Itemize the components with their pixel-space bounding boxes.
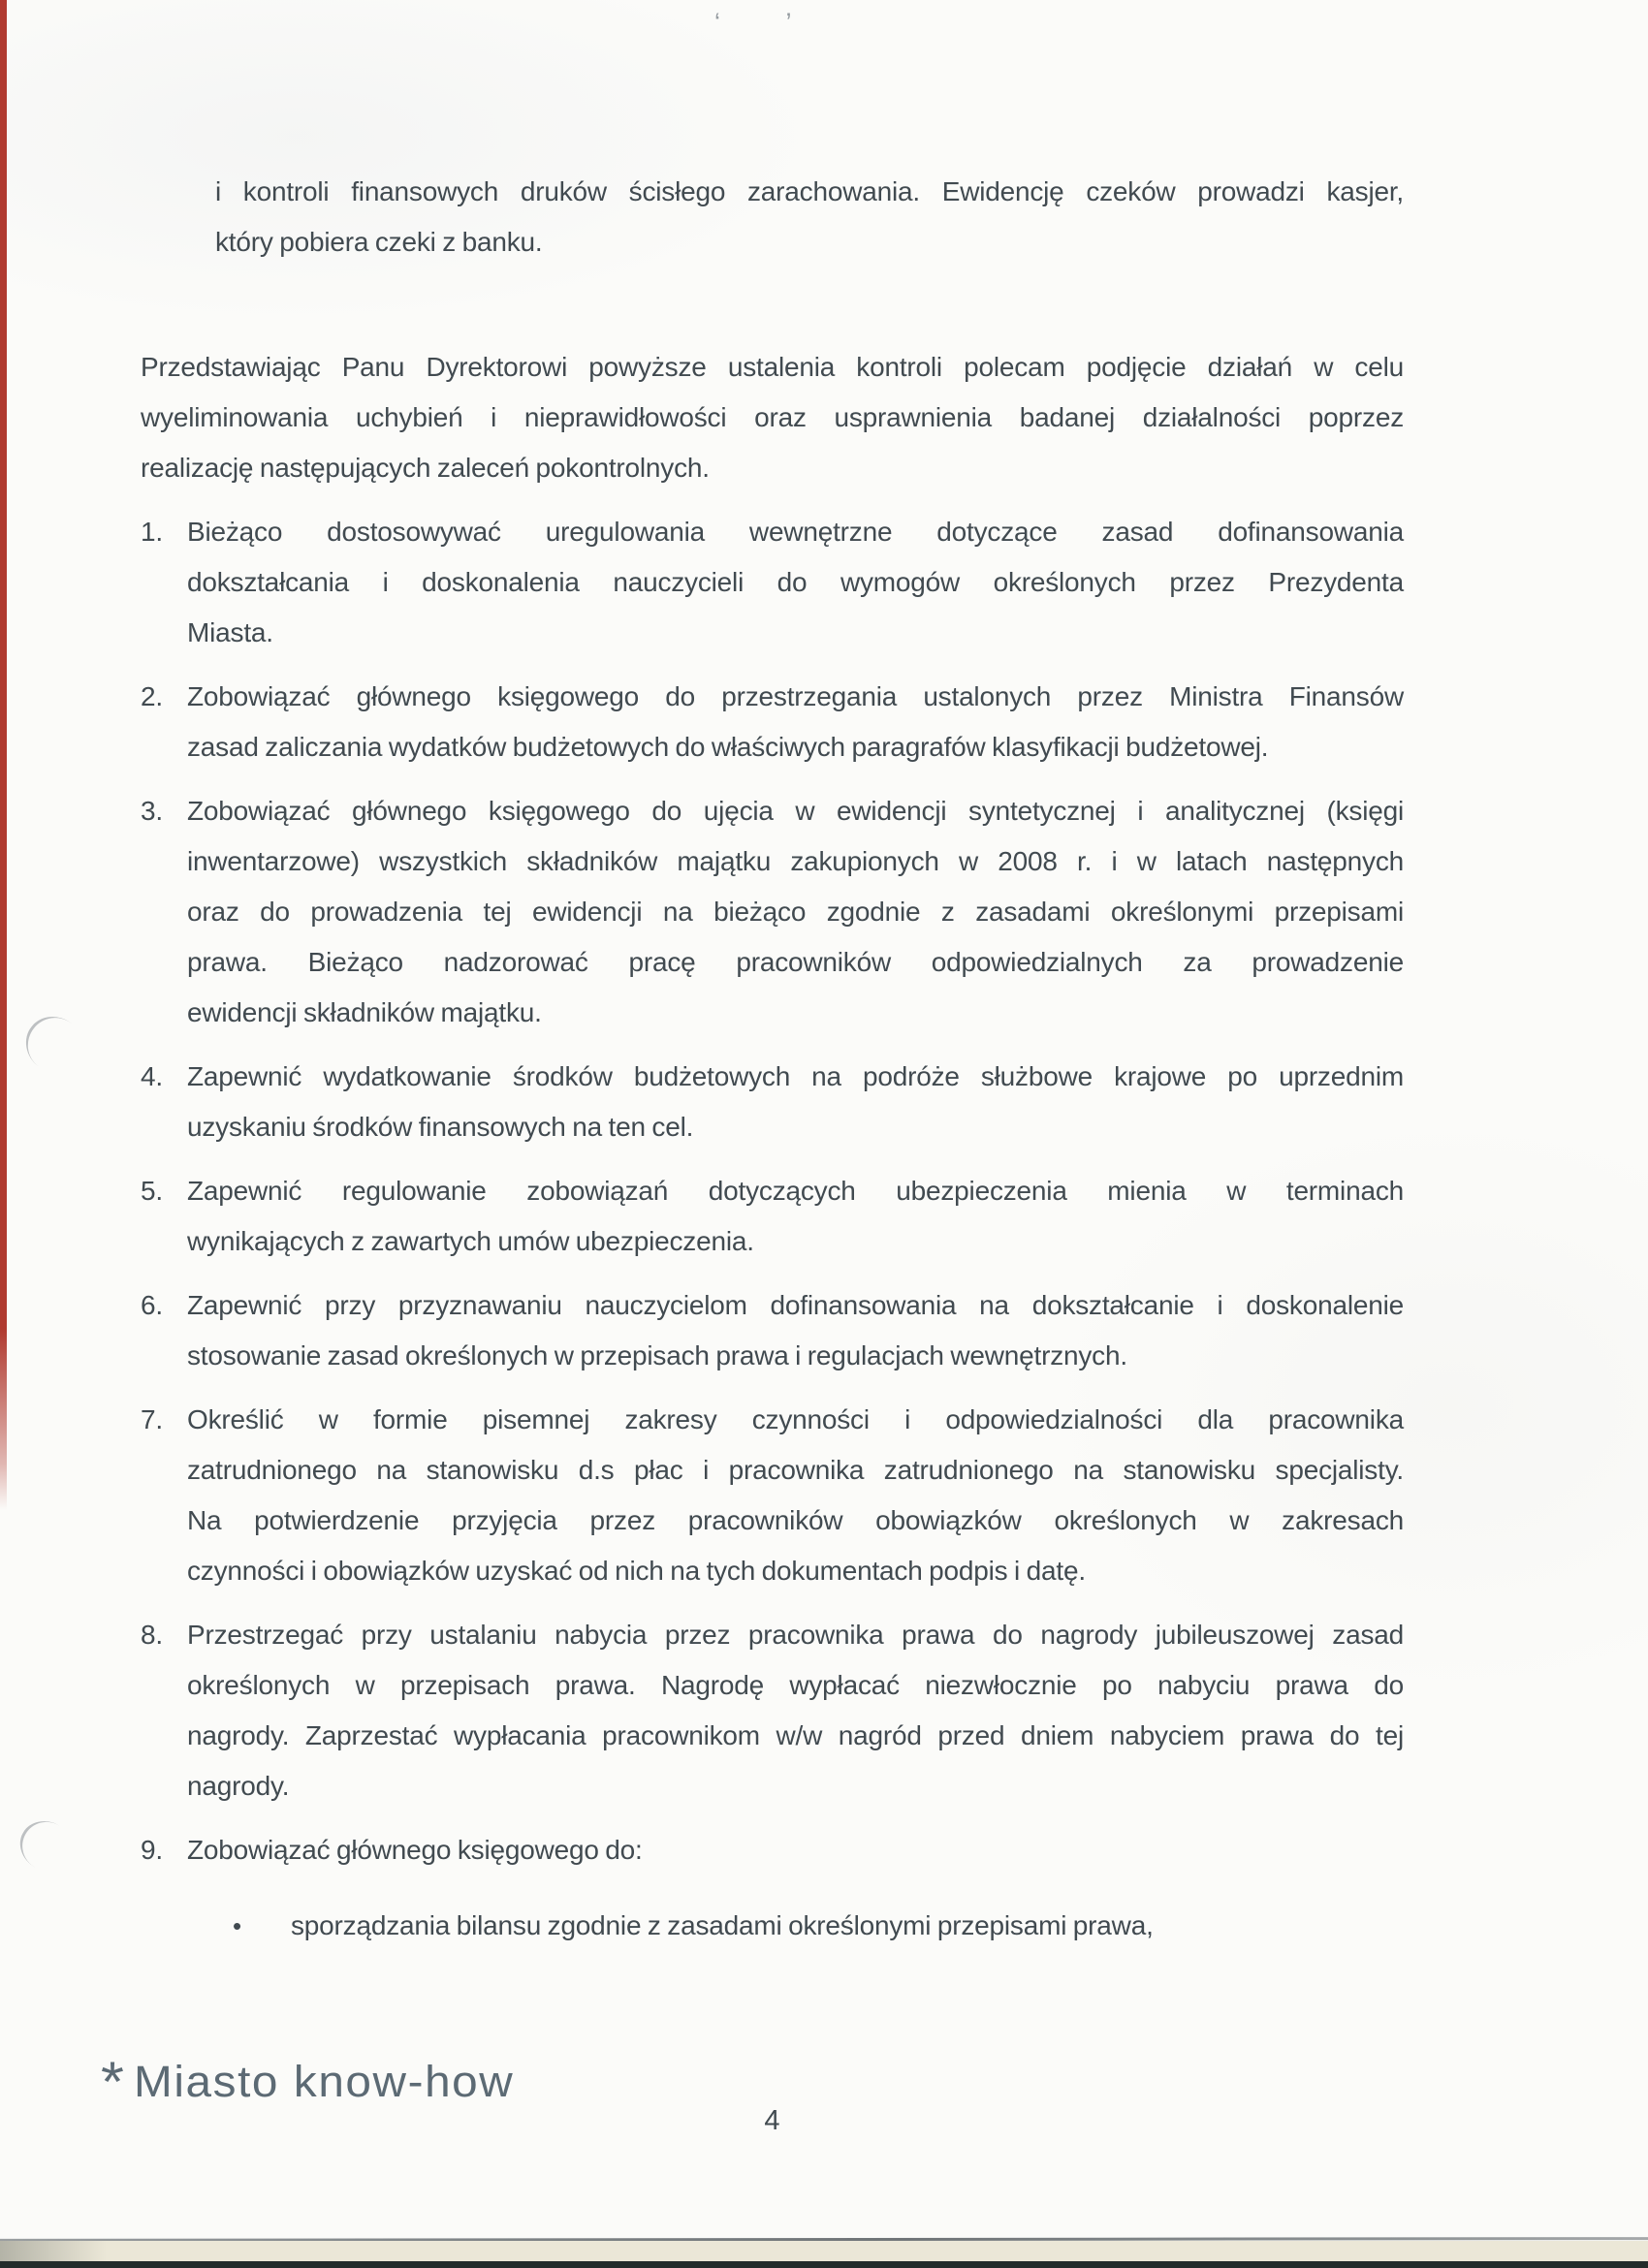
text-line: inwentarzowe) wszystkich składników majątku zakupionych w 2008 r. i w latach następnych <box>187 846 1404 876</box>
list-item-text <box>187 1280 1404 1381</box>
list-item <box>141 1280 1404 1381</box>
text-line: wyeliminowania uchybień i nieprawidłowości oraz usprawnienia badanej działalności poprzez <box>141 402 1404 432</box>
asterisk-icon: * <box>101 2051 126 2114</box>
text-line: i kontroli finansowych druków ścisłego zarachowania. Ewidencję czeków prowadzi kasjer, <box>215 176 1404 206</box>
text-line: Zobowiązać głównego księgowego do: <box>187 1835 643 1865</box>
footer-logo-text: Miasto know-how <box>134 2057 515 2106</box>
text-line: oraz do prowadzenia tej ewidencji na bieżąco zgodnie z zasadami określonymi przepisami <box>187 897 1404 927</box>
list-item-text <box>187 786 1404 1038</box>
page-number: 4 <box>764 2105 780 2136</box>
bullet-text: sporządzania bilansu zgodnie z zasadami określonymi przepisami prawa, <box>291 1910 1154 1940</box>
list-item <box>141 1825 1404 1875</box>
list-item-number: 7. <box>141 1404 163 1434</box>
text-line: określonych w przepisach prawa. Nagrodę wypłacać niezwłocznie po nabyciu prawa do <box>187 1670 1404 1700</box>
list-item-text <box>187 672 1404 772</box>
text-line: Zobowiązać głównego księgowego do ujęcia w ewidencji syntetycznej i analitycznej (księgi <box>187 796 1404 826</box>
text-line: uzyskaniu środków finansowych na ten cel. <box>187 1112 694 1142</box>
scan-mark-top: ‘ ’ <box>714 8 821 37</box>
list-item <box>141 786 1404 1038</box>
text-line: nagrody. <box>187 1771 290 1801</box>
bullet-item <box>141 1901 1404 1951</box>
text-line: Przedstawiając Panu Dyrektorowi powyższe ustalenia kontroli polecam podjęcie działań w celu <box>141 352 1404 382</box>
text-line: ewidencji składników majątku. <box>187 997 542 1027</box>
list-item-number: 4. <box>141 1061 163 1091</box>
list-item-number: 9. <box>141 1835 163 1865</box>
list-item-text <box>187 1825 1404 1875</box>
text-line: zasad zaliczania wydatków budżetowych do właściwych paragrafów klasyfikacji budżetowej. <box>187 732 1269 762</box>
list-item-text <box>187 507 1404 658</box>
text-line: czynności i obowiązków uzyskać od nich na tych dokumentach podpis i datę. <box>187 1556 1086 1586</box>
list-item-number: 2. <box>141 681 163 711</box>
list-item-number: 5. <box>141 1176 163 1206</box>
list-item-text <box>187 1610 1404 1811</box>
list-item <box>141 1395 1404 1596</box>
text-line: Zobowiązać głównego księgowego do przestrzegania ustalonych przez Ministra Finansów <box>187 681 1404 711</box>
text-line: Przestrzegać przy ustalaniu nabycia przez pracownika prawa do nagrody jubileuszowej zasad <box>187 1620 1404 1650</box>
list-item <box>141 1052 1404 1152</box>
text-line: zatrudnionego na stanowisku d.s płac i pracownika zatrudnionego na stanowisku specjalisty. <box>187 1455 1404 1485</box>
text-line: Zapewnić regulowanie zobowiązań dotyczących ubezpieczenia mienia w terminach <box>187 1176 1404 1206</box>
list-item <box>141 1166 1404 1267</box>
text-line: Zapewnić przy przyznawaniu nauczycielom dofinansowania na dokształcanie i doskonalenie <box>187 1290 1404 1320</box>
list-item-number: 1. <box>141 517 163 547</box>
scan-cream-band <box>0 2241 1648 2261</box>
list-item-text <box>187 1395 1404 1596</box>
bullet-dot: • <box>233 1911 242 1940</box>
intro-paragraph <box>141 342 1404 493</box>
text-line: realizację następujących zaleceń pokontrolnych. <box>141 453 710 483</box>
text-line: który pobiera czeki z banku. <box>215 227 543 257</box>
text-line: nagrody. Zaprzestać wypłacania pracownikom w/w nagród przed dniem nabyciem prawa do tej <box>187 1720 1404 1750</box>
text-line: prawa. Bieżąco nadzorować pracę pracowników odpowiedzialnych za prowadzenie <box>187 947 1404 977</box>
text-line: Bieżąco dostosowywać uregulowania wewnętrzne dotyczące zasad dofinansowania <box>187 517 1404 547</box>
text-line: Na potwierdzenie przyjęcia przez pracowników obowiązków określonych w zakresach <box>187 1505 1404 1535</box>
continuation-paragraph <box>215 167 1404 268</box>
scan-dark-band <box>0 2261 1648 2268</box>
text-line: dokształcania i doskonalenia nauczycieli do wymogów określonych przez Prezydenta <box>187 567 1404 597</box>
scan-curve-mark <box>11 1811 82 1881</box>
text-line: Zapewnić wydatkowanie środków budżetowych na podróże służbowe krajowe po uprzednim <box>187 1061 1404 1091</box>
body-text-column <box>141 342 1404 1951</box>
scan-curve-mark <box>15 1005 95 1085</box>
list-item <box>141 507 1404 658</box>
text-line: stosowanie zasad określonych w przepisach prawa i regulacjach wewnętrznych. <box>187 1340 1127 1370</box>
footer-logo <box>101 2045 515 2114</box>
list-item-number: 3. <box>141 796 163 826</box>
list-item <box>141 672 1404 772</box>
text-line: Miasta. <box>187 617 273 647</box>
text-line: wynikających z zawartych umów ubezpieczenia. <box>187 1226 754 1256</box>
text-line: Określić w formie pisemnej zakresy czynności i odpowiedzialności dla pracownika <box>187 1404 1404 1434</box>
list-item <box>141 1610 1404 1811</box>
list-item-number: 8. <box>141 1620 163 1650</box>
list-item-number: 6. <box>141 1290 163 1320</box>
list-item-text <box>187 1166 1404 1267</box>
scan-red-edge-strip <box>0 0 7 1510</box>
numbered-list <box>141 507 1404 1875</box>
list-item-text <box>187 1052 1404 1152</box>
